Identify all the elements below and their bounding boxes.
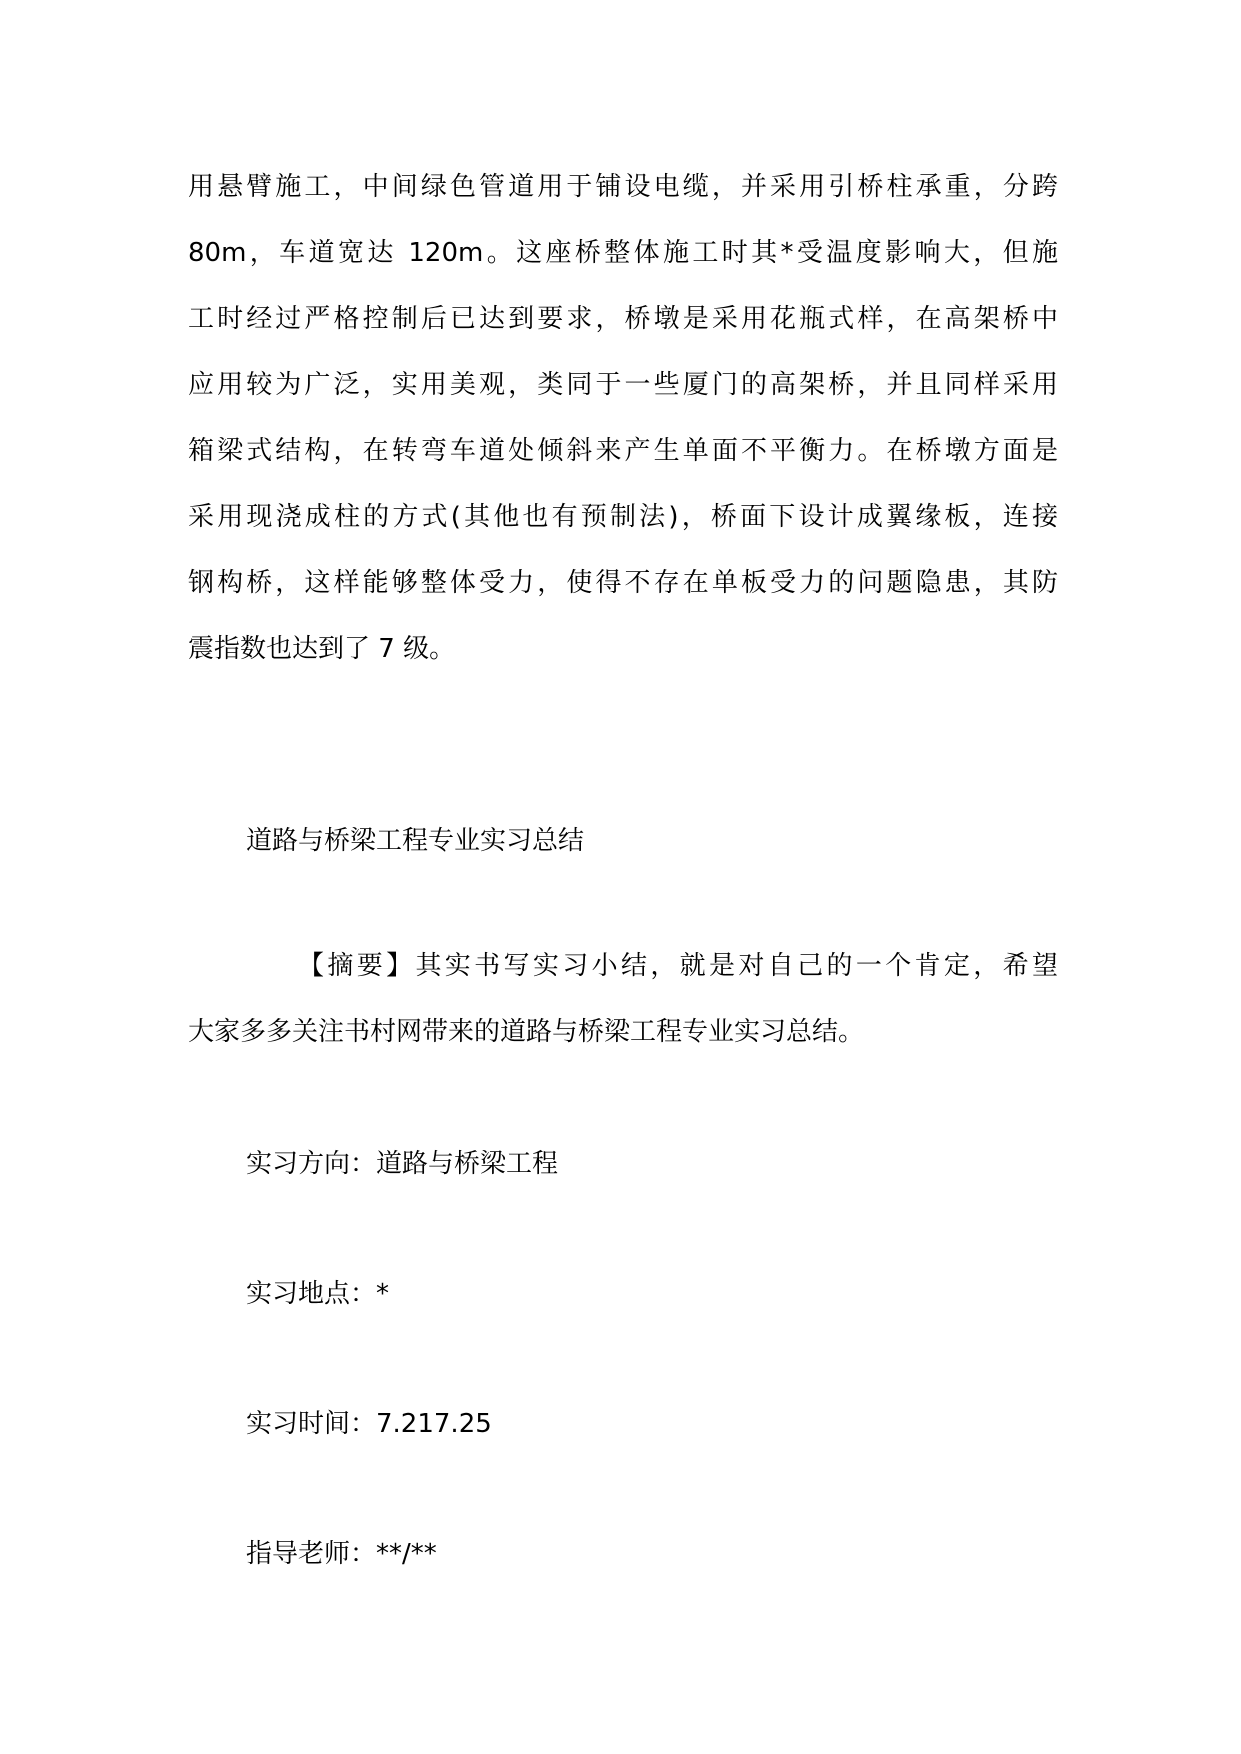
internship-location: 实习地点：*	[246, 1279, 390, 1309]
paragraph-line: 应用较为广泛，实用美观，类同于一些厦门的高架桥，并且同样采用	[188, 370, 1058, 400]
abstract-line: 【摘要】其实书写实习小结，就是对自己的一个肯定，希望	[298, 951, 1058, 981]
intro-paragraph	[188, 154, 1058, 682]
abstract-paragraph	[188, 933, 1058, 1065]
paragraph-line: 80m，车道宽达 120m。这座桥整体施工时其*受温度影响大，但施	[188, 238, 1058, 268]
abstract-line: 大家多多关注书村网带来的道路与桥梁工程专业实习总结。	[188, 1017, 865, 1047]
paragraph-line: 箱梁式结构，在转弯车道处倾斜来产生单面不平衡力。在桥墩方面是	[188, 436, 1058, 466]
internship-teacher: 指导老师：**/**	[246, 1539, 437, 1569]
paragraph-line: 工时经过严格控制后已达到要求，桥墩是采用花瓶式样，在高架桥中	[188, 304, 1058, 334]
paragraph-line: 采用现浇成柱的方式(其他也有预制法)，桥面下设计成翼缘板，连接	[188, 502, 1058, 532]
paragraph-line: 用悬臂施工，中间绿色管道用于铺设电缆，并采用引桥柱承重，分跨	[188, 172, 1058, 202]
paragraph-line: 震指数也达到了 7 级。	[188, 634, 456, 664]
document-title: 道路与桥梁工程专业实习总结	[246, 826, 585, 856]
paragraph-line: 钢构桥，这样能够整体受力，使得不存在单板受力的问题隐患，其防	[188, 568, 1058, 598]
internship-direction: 实习方向：道路与桥梁工程	[246, 1149, 559, 1179]
internship-time: 实习时间：7.217.25	[246, 1409, 492, 1439]
